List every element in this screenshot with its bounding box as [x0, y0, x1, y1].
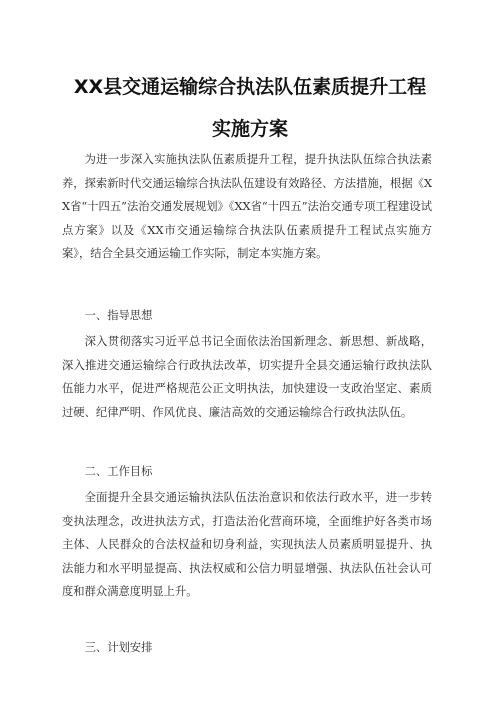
document-title-line-1: XX县交通运输综合执法队伍素质提升工程 — [73, 76, 427, 98]
section-body-work-goals: 全面提升全县交通运输执法队伍法治意识和依法行政水平，进一步转变执法理念，改进执法方式，打造法治化营商环境，全面维护好各类市场主体、人民群众的合法权益和切身利益，实现执法人员素质明显提升、执法能力和水平明显提高、执法权威和公信力明显增强、执法队伍社会认可度和群众满意度明显上升。 — [62, 491, 432, 599]
section-heading-work-goals: 二、工作目标 — [84, 465, 153, 478]
section-heading-plan-arrangement: 三、计划安排 — [84, 641, 153, 654]
section-heading-guiding-ideology: 一、指导思想 — [84, 309, 153, 322]
intro-paragraph: 为进一步深入实施执法队伍素质提升工程，提升执法队伍综合执法素养，探索新时代交通运输综合执法队伍建设有效路径、方法措施，根据《XX省“十四五”法治交通发展规划》《XX省“十四五”法治交通专项工程建设试点方案》以及《XX市交通运输综合执法队伍素质提升工程试点实施方案》，结合全县交通运输工作实际，制定本实施方案。 — [62, 153, 432, 261]
section-body-guiding-ideology: 深入贯彻落实习近平总书记全面依法治国新理念、新思想、新战略，深入推进交通运输综合行政执法改革，切实提升全县交通运输行政执法队伍能力水平，促进严格规范公正文明执法，加快建设一支政治坚定、素质过硬、纪律严明、作风优良、廉洁高效的交通运输综合行政执法队伍。 — [62, 335, 432, 419]
document-title-line-2: 实施方案 — [211, 118, 288, 140]
